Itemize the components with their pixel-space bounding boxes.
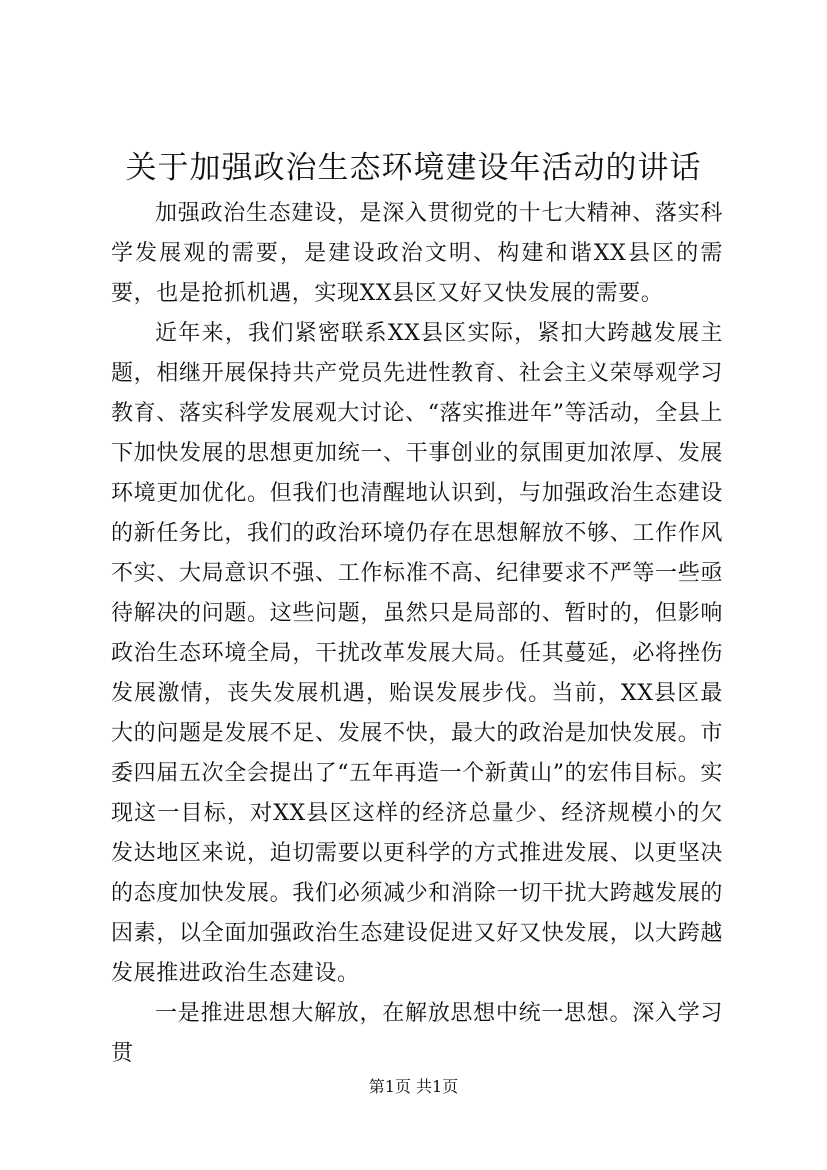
paragraph-intro: 加强政治生态建设，是深入贯彻党的十七大精神、落实科学发展观的需要，是建设政治文明、构建和谐XX县区的需要，也是抢抓机遇，实现XX县区又好又快发展的需要。 xyxy=(111,201,723,306)
paragraph-recent-years: 近年来，我们紧密联系XX县区实际，紧扣大跨越发展主题，相继开展保持共产党员先进性教育、社会主义荣辱观学习教育、落实科学发展观大讨论、“落实推进年”等活动，全县上下加快发展的思想更加统一、干事创业的氛围更加浓厚、发展环境更加优化。但我们也清醒地认识到，与加强政治生态建设的新任务比，我们的政治环境仍存在思想解放不够、工作作风不实、大局意识不强、工作标准不高、纪律要求不严等一些亟待解决的问题。这些问题，虽然只是局部的、暂时的，但影响政治生态环境全局，干扰改革发展大局。任其蔓延，必将挫伤发展激情，丧失发展机遇，贻误发展步伐。当前，XX县区最大的问题是发展不足、发展不快，最大的政治是加快发展。市委四届五次全会提出了“五年再造一个新黄山”的宏伟目标。实现这一目标，对XX县区这样的经济总量少、经济规模小的欠发达地区来说，迫切需要以更科学的方式推进发展、以更坚决的态度加快发展。我们必须减少和消除一切干扰大跨越发展的因素，以全面加强政治生态建设促进又好又快发展，以大跨越发展推进政治生态建设。 xyxy=(111,321,723,986)
page-footer: 第1页 共1页 xyxy=(368,1077,459,1096)
document-body xyxy=(111,194,723,1074)
paragraph-first-point: 一是推进思想大解放，在解放思想中统一思想。深入学习贯 xyxy=(111,1001,723,1066)
document-title: 关于加强政治生态环境建设年活动的讲话 xyxy=(125,150,702,186)
